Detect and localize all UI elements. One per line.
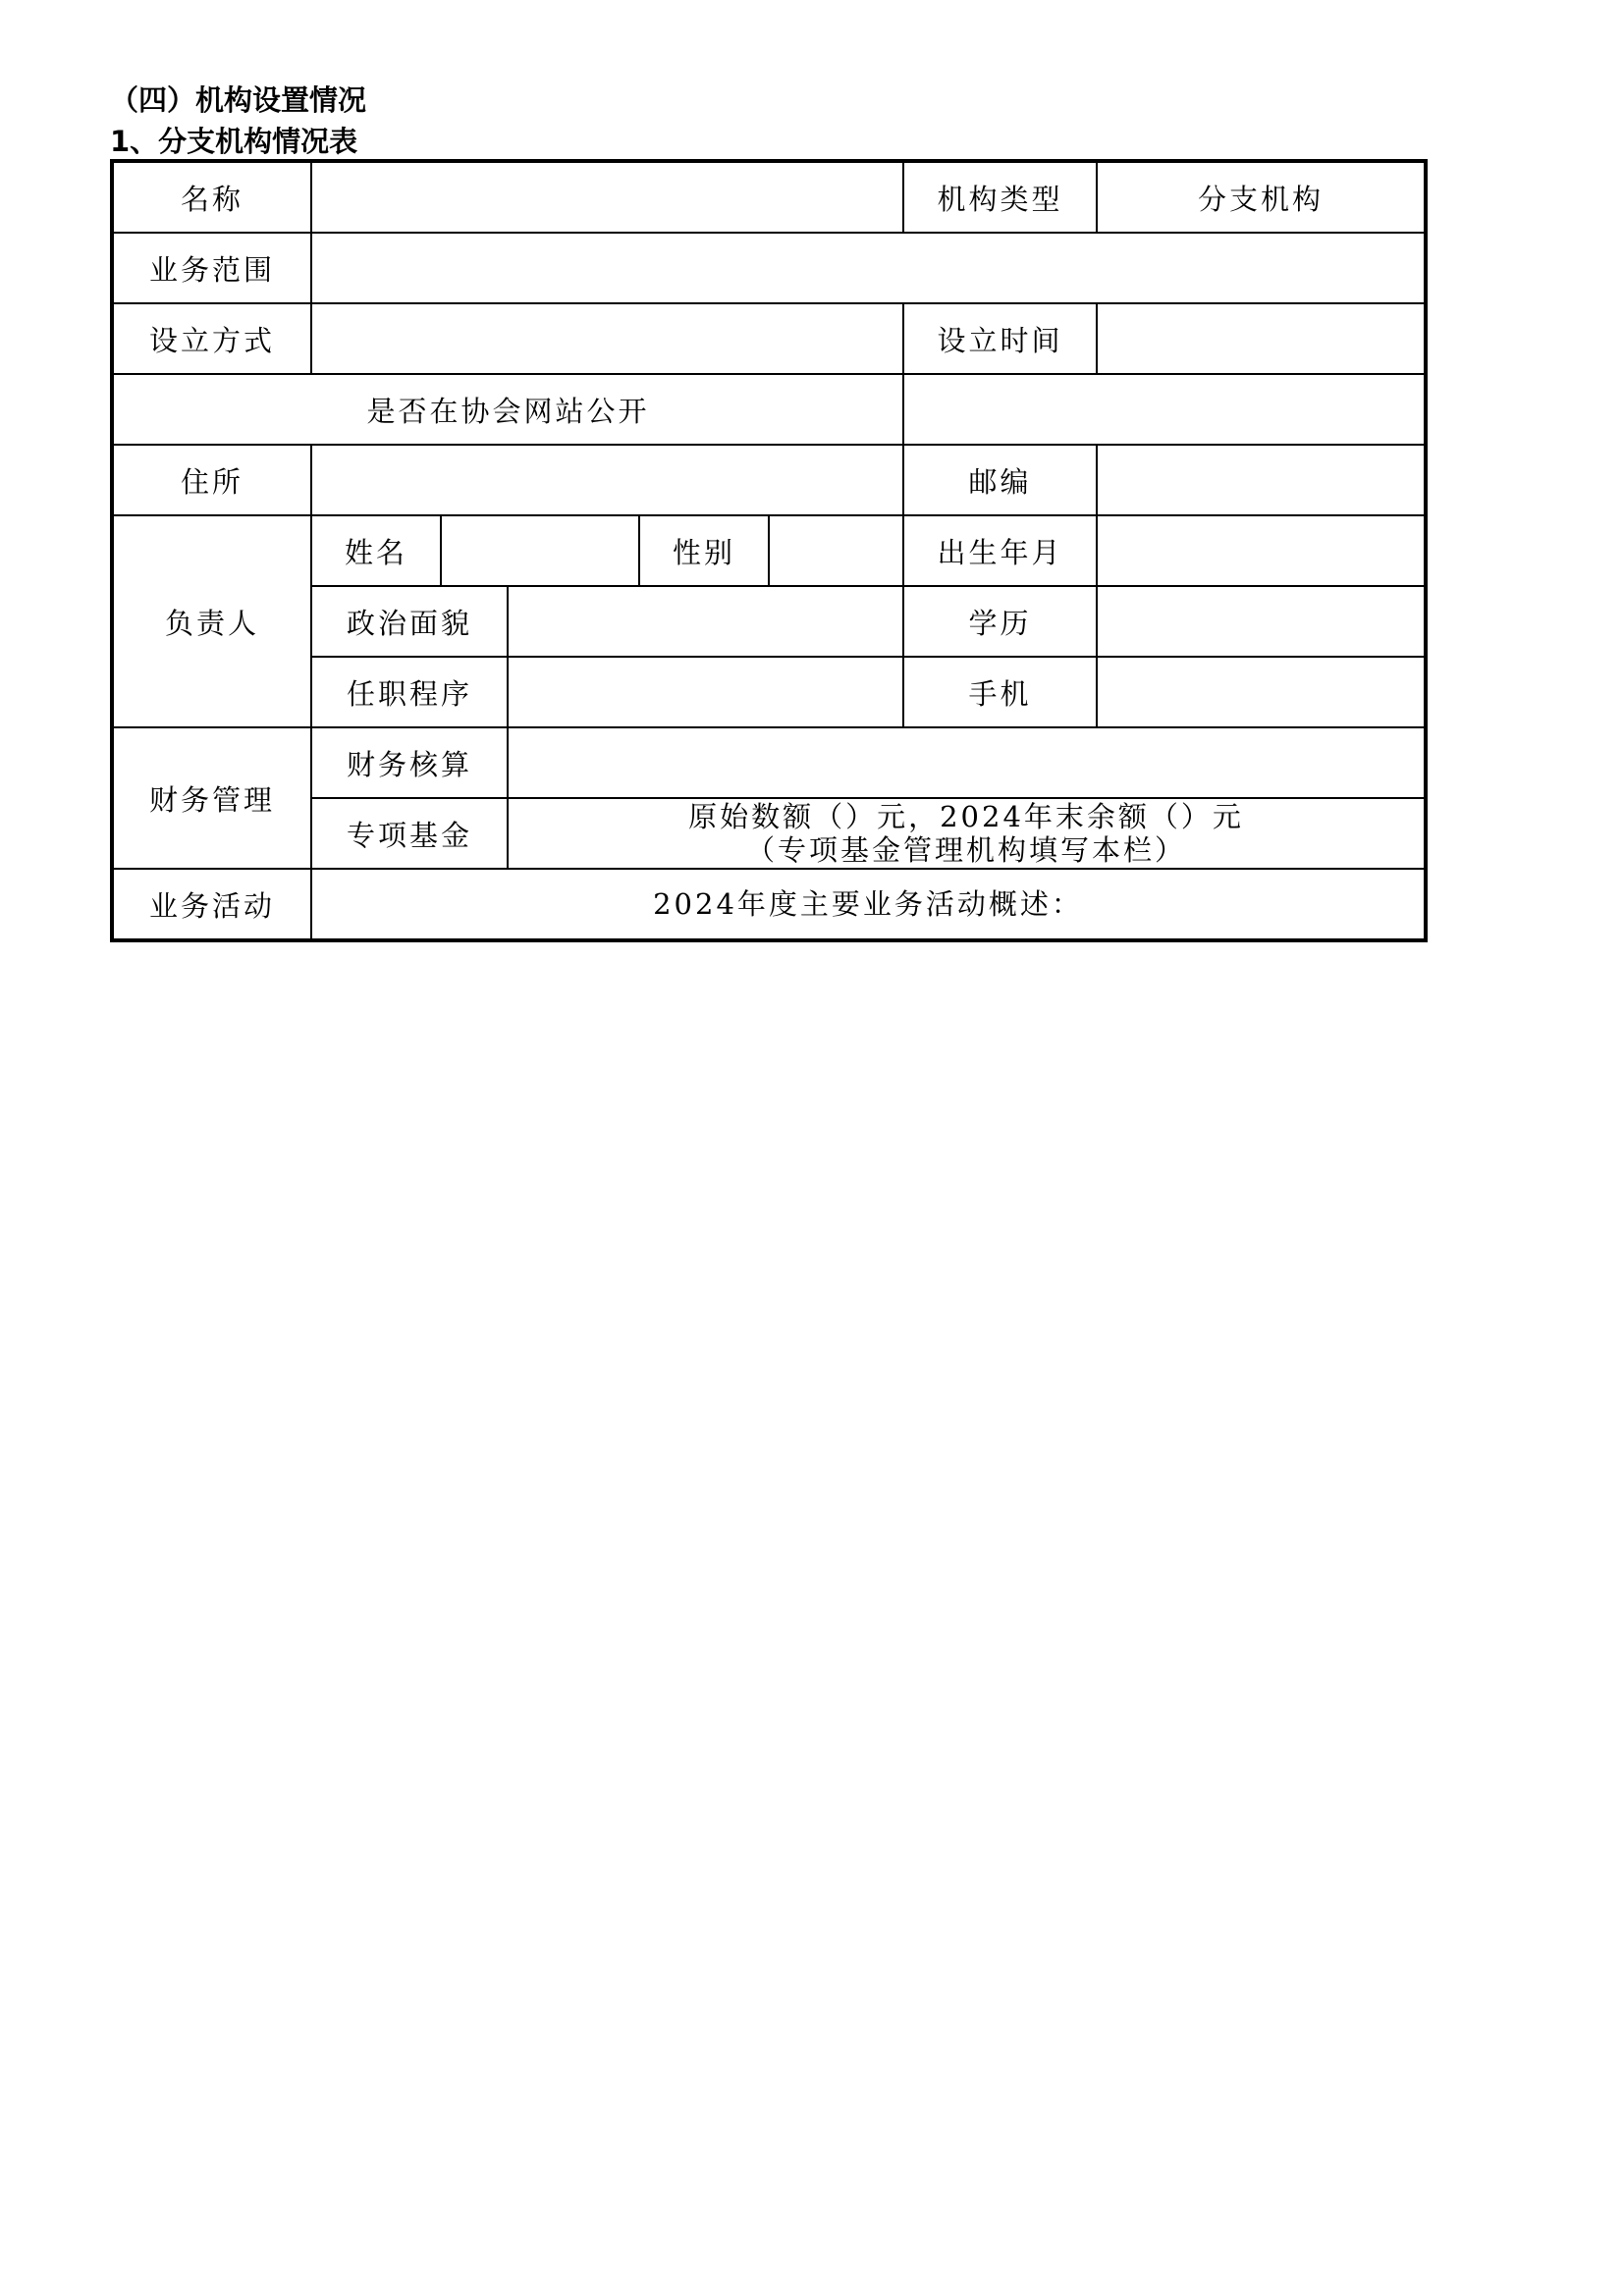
special-fund-label: 专项基金 [311,798,508,869]
address-label: 住所 [112,445,311,515]
appointment-field[interactable] [508,657,903,727]
row-setup [112,303,1426,374]
special-fund-field[interactable] [508,798,1426,869]
leader-name-label: 姓名 [311,515,441,586]
gender-label: 性别 [639,515,769,586]
postcode-label: 邮编 [903,445,1097,515]
setup-time-label: 设立时间 [903,303,1097,374]
leader-label: 负责人 [112,515,311,727]
org-type-field[interactable]: 分支机构 [1097,161,1426,233]
activity-summary-prompt: 2024年度主要业务活动概述： [653,887,1083,921]
org-type-label: 机构类型 [903,161,1097,233]
mobile-label: 手机 [903,657,1097,727]
name-field[interactable] [311,161,903,233]
row-activity [112,869,1426,940]
row-name [112,161,1426,233]
public-on-website-field[interactable] [903,374,1426,445]
section-title: （四）机构设置情况 [110,83,367,117]
appointment-label: 任职程序 [311,657,508,727]
activity-summary-field[interactable] [311,869,1426,940]
political-label: 政治面貌 [311,586,508,657]
row-finance-accounting [112,727,1426,798]
row-leader-basic [112,515,1426,586]
setup-method-field[interactable] [311,303,903,374]
political-field[interactable] [508,586,903,657]
education-label: 学历 [903,586,1097,657]
leader-name-field[interactable] [441,515,639,586]
setup-time-field[interactable] [1097,303,1426,374]
special-fund-amount-text: 原始数额（）元，2024年末余额（）元 [688,800,1244,833]
address-field[interactable] [311,445,903,515]
mobile-field[interactable] [1097,657,1426,727]
row-scope [112,233,1426,303]
name-label: 名称 [112,161,311,233]
special-fund-note: （专项基金管理机构填写本栏） [746,833,1187,867]
row-address [112,445,1426,515]
table-title: 1、分支机构情况表 [110,125,358,158]
accounting-field[interactable] [508,727,1426,798]
scope-field[interactable] [311,233,1426,303]
setup-method-label: 设立方式 [112,303,311,374]
accounting-label: 财务核算 [311,727,508,798]
finance-label: 财务管理 [112,727,311,869]
postcode-field[interactable] [1097,445,1426,515]
education-field[interactable] [1097,586,1426,657]
birth-label: 出生年月 [903,515,1097,586]
activity-label: 业务活动 [112,869,311,940]
public-on-website-label: 是否在协会网站公开 [112,374,903,445]
gender-field[interactable] [769,515,903,586]
branch-info-table [110,159,1428,942]
birth-field[interactable] [1097,515,1426,586]
row-public [112,374,1426,445]
scope-label: 业务范围 [112,233,311,303]
